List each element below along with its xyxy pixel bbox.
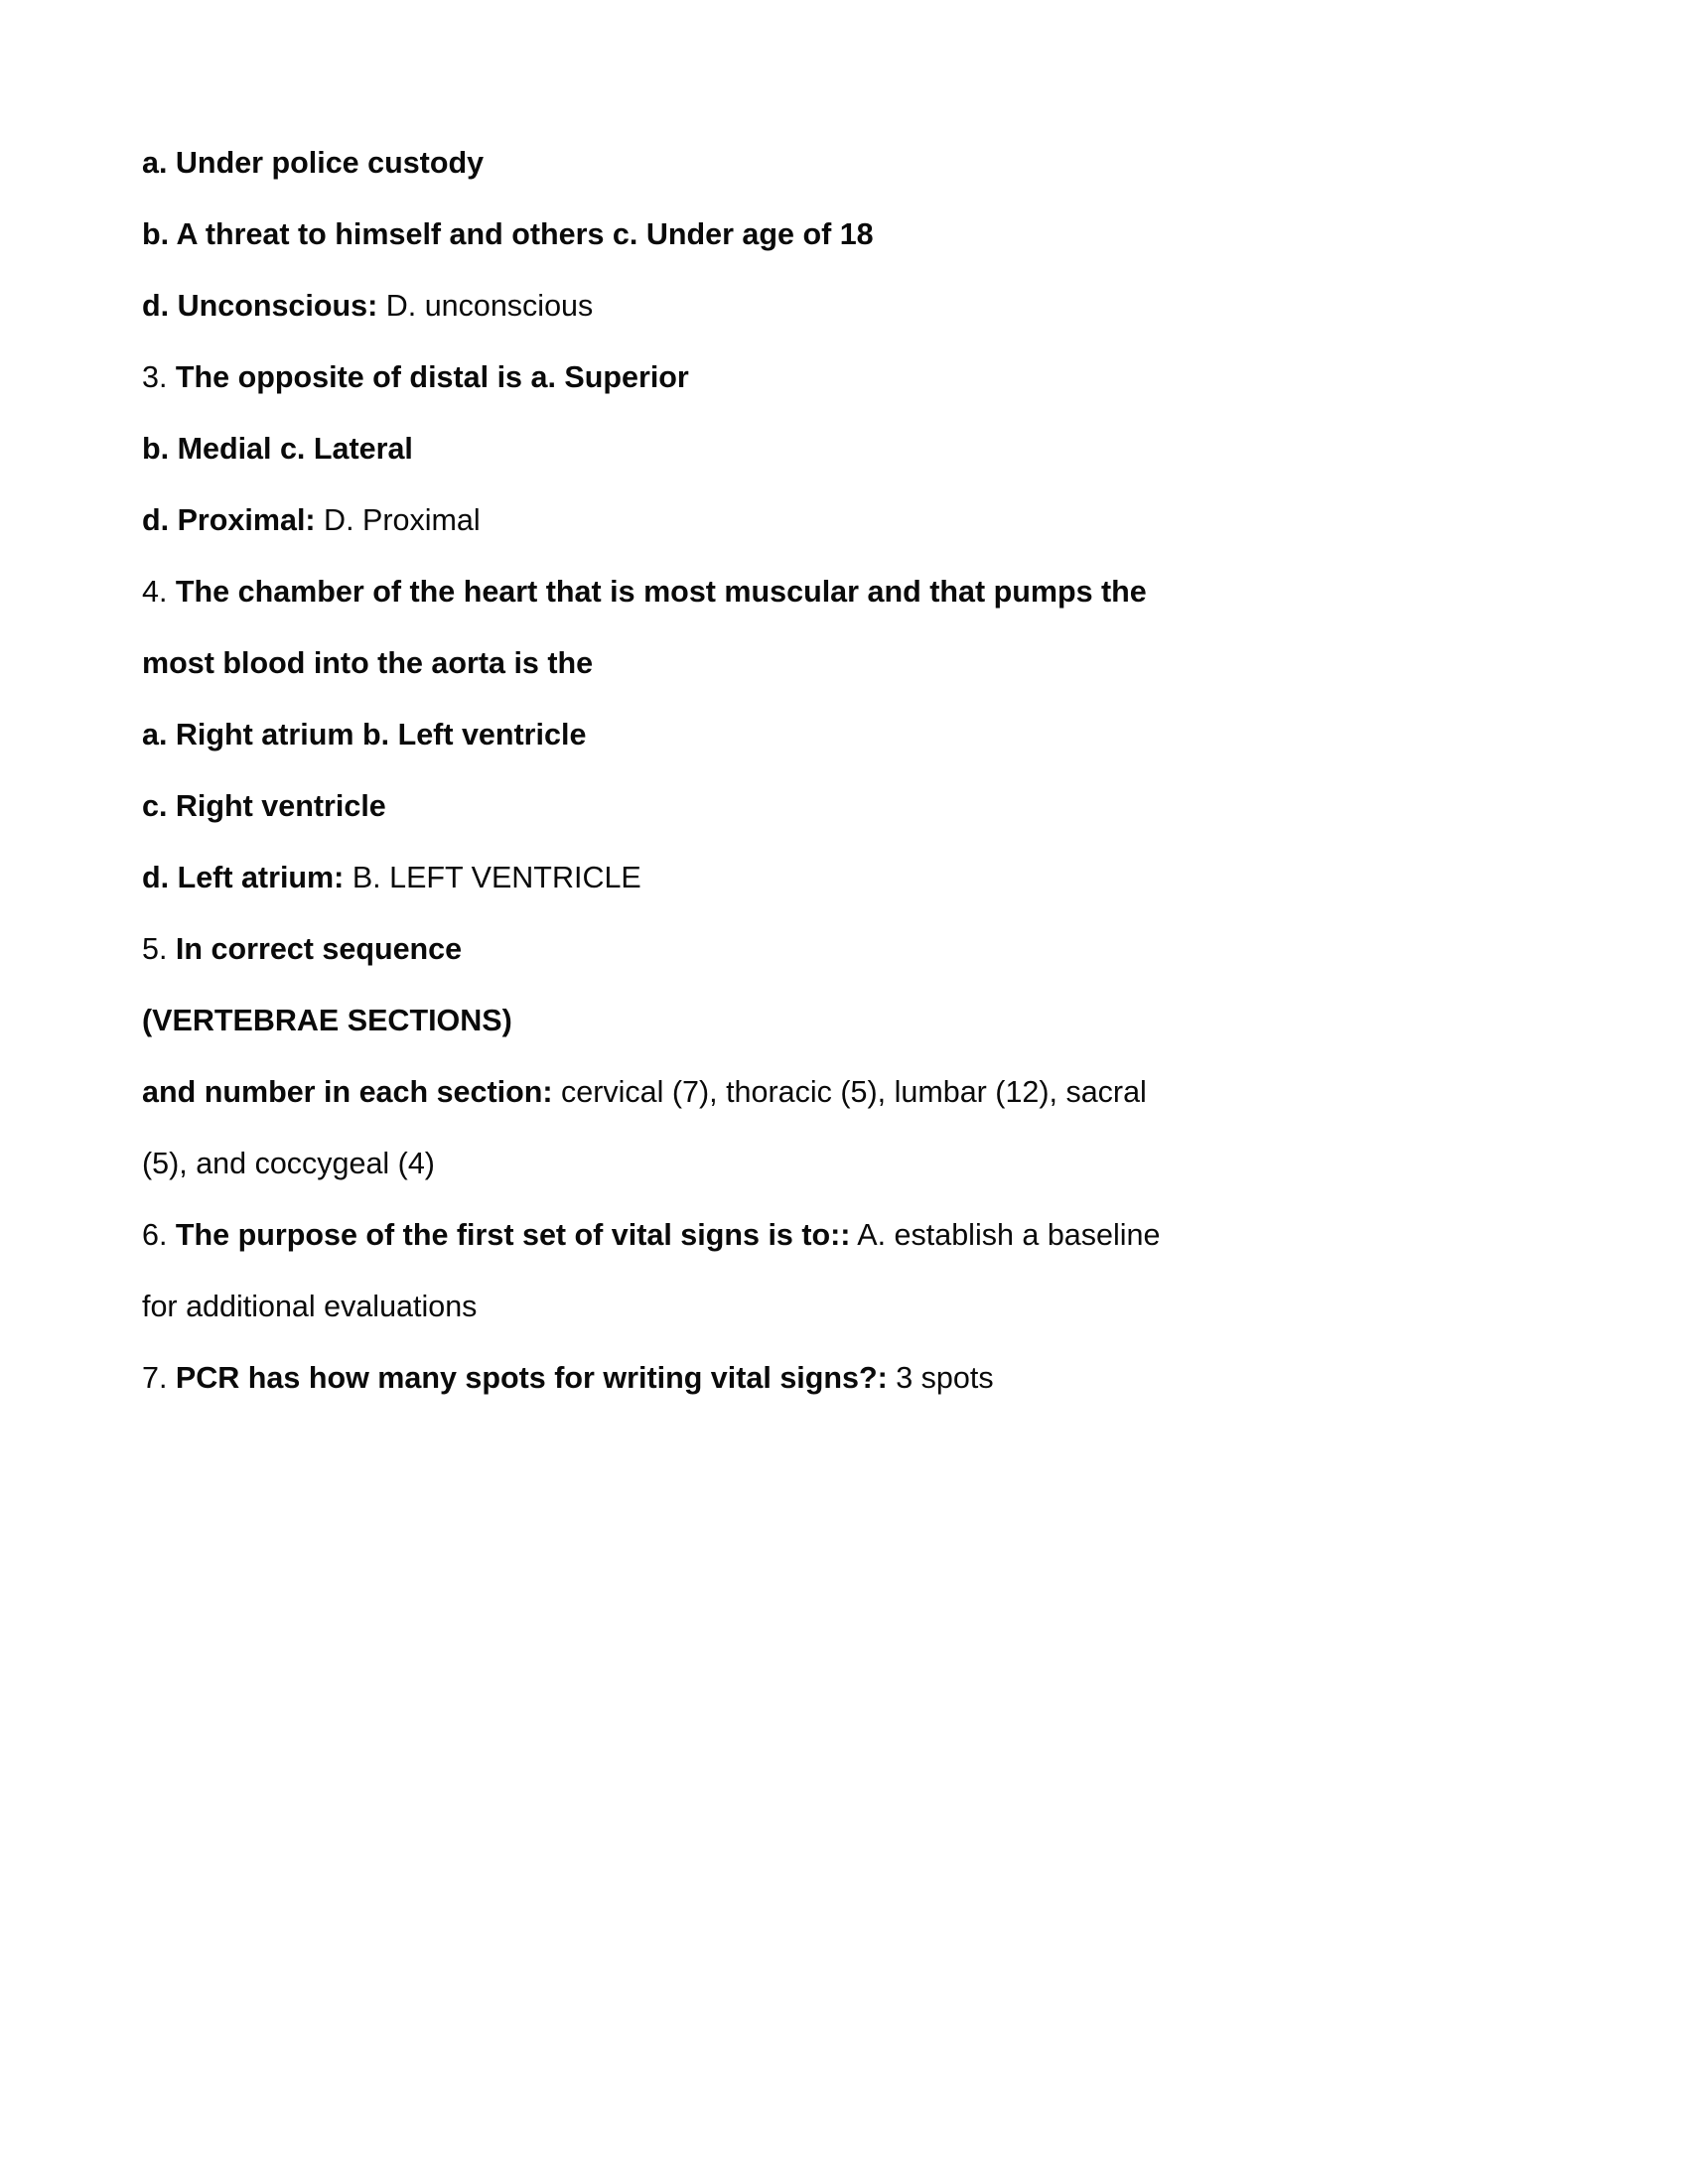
text-block-q5_answer [142,1056,1195,1199]
text-run: a. Under police custody [142,146,485,180]
text-block-q4_opt_d_answer [142,842,1195,913]
text-run: d. Unconscious: [142,289,378,323]
text-block-q3_opt_d_proximal [142,484,1195,556]
text-block-q5_sequence [142,913,1195,985]
text-run: The chamber of the heart that is most muscular and that pumps the most blood into the aorta is the [142,575,1147,680]
text-run: 5. [142,932,176,966]
text-block-q3_distal [142,341,1195,413]
document-body [142,127,1195,1414]
text-block-q6_vital_signs [142,1199,1195,1342]
text-run: PCR has how many spots for writing vital signs?: [175,1361,888,1395]
text-run: a. Right atrium b. Left ventricle [142,718,587,751]
text-block-q4_heart_chamber [142,556,1195,699]
text-run: 7. [142,1361,176,1395]
text-run: 3 spots [887,1361,994,1395]
text-run: B. LEFT VENTRICLE [344,861,641,894]
text-run: c. Right ventricle [142,789,386,823]
text-run: and number in each section: [142,1075,553,1109]
text-block-opt_b_threat [142,199,1195,270]
text-run: (VERTEBRAE SECTIONS) [142,1004,512,1037]
text-run: cervical (7), thoracic (5), lumbar (12), sacral (5), and coccygeal (4) [142,1075,1147,1180]
text-run: 3. [142,360,176,394]
text-run: D. unconscious [377,289,594,323]
text-run: b. Medial c. Lateral [142,432,413,466]
text-run: A. establish a baseline for additional evaluations [142,1218,1161,1323]
text-block-q5_vertebrae_heading [142,985,1195,1056]
text-run: b. A threat to himself and others c. Under age of 18 [142,217,874,251]
text-block-q4_opt_ab [142,699,1195,770]
text-run: The opposite of distal is a. Superior [175,360,689,394]
text-block-opt_d_unconscious [142,270,1195,341]
text-run: d. Proximal: [142,503,316,537]
text-block-opt_a_police [142,127,1195,199]
text-run: 4. [142,575,176,609]
text-run: D. Proximal [315,503,481,537]
text-run: 6. [142,1218,176,1252]
text-block-q3_opt_bc [142,413,1195,484]
text-run: In correct sequence [175,932,463,966]
text-run: d. Left atrium: [142,861,345,894]
text-run: The purpose of the first set of vital signs is to:: [175,1218,851,1252]
text-block-q4_opt_c [142,770,1195,842]
text-block-q7_pcr_spots [142,1342,1195,1414]
